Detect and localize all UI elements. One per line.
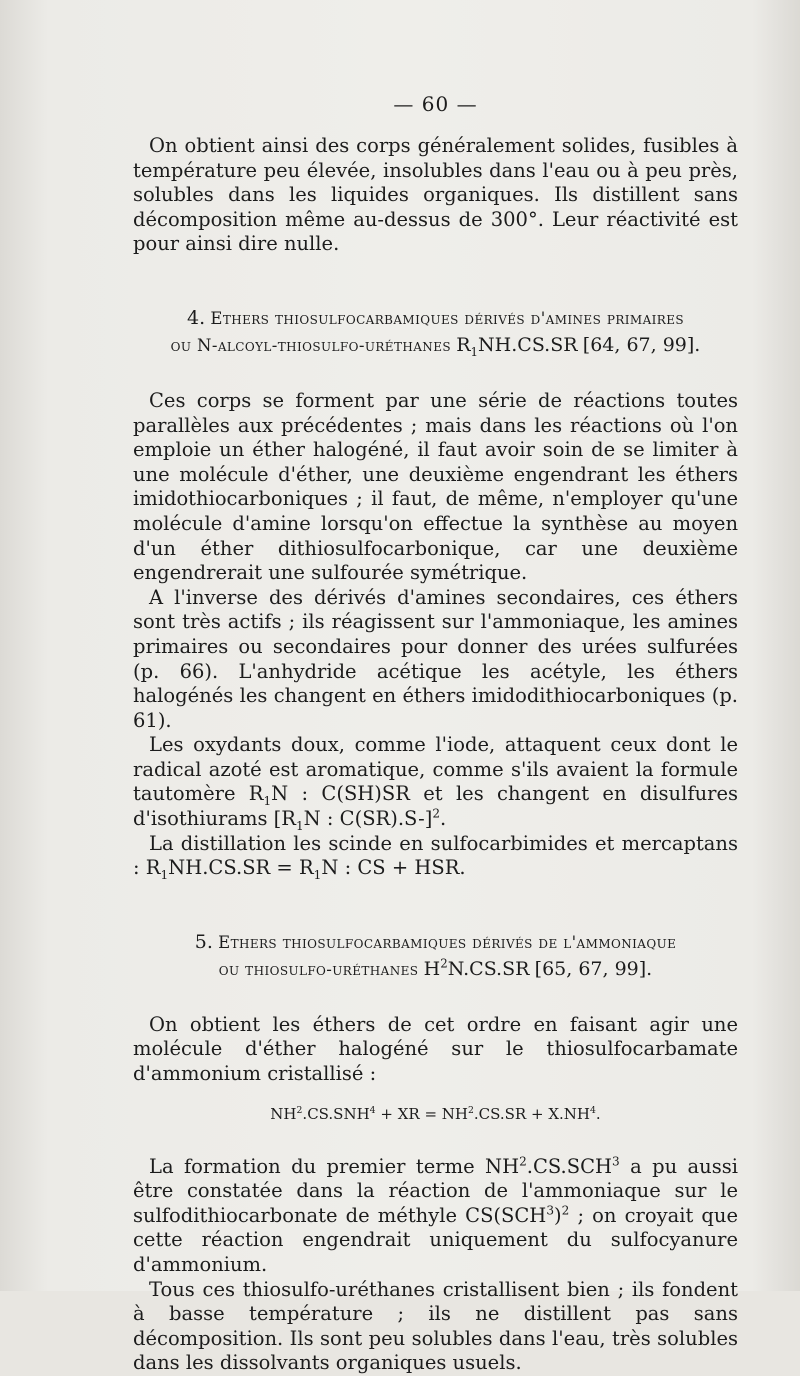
section-5-subtitle: ou thiosulfo-uréthanes [218, 959, 419, 979]
section-5-heading [133, 929, 738, 983]
section-5-equation: $NH^2.CS.SNH^4$ + XR = $NH^2.CS.SR + X.NH^4$. [270, 1104, 601, 1123]
page-number: — 60 — [393, 92, 478, 116]
paragraph-intro: On obtient ainsi des corps généralement solides, fusibles à température peu élevée, insolubles dans l'eau ou à peu près, solubles dans les liquides organiques. Ils distillent sans décomposition même au-dessus de 300°. Leur réactivité est pour ainsi dire nulle. [133, 134, 738, 256]
section-4-heading [133, 305, 738, 359]
section-5-last-paragraph: Tous ces thiosulfo-uréthanes cristallisent bien ; ils fondent à basse température ; ils ne distillent pas sans décomposition. Ils sont peu solubles dans l'eau, très solubles dans les dissolvants organiques usuels. [133, 1277, 738, 1375]
section-5-references: [65, 67, 99]. [534, 957, 653, 980]
section-4-references: [64, 67, 99]. [582, 333, 701, 356]
section-4-title-line1 [133, 305, 738, 332]
section-4-paragraph-oxidation: Les oxydants doux, comme l'iode, attaquent ceux dont le radical azoté est aromatique, comme s'ils avaient la formule tautomère $R_1N$ : C(SH)SR et les changent en disulfures d'isothiurams [$R_1N$ : C(SR).S-]$^2$. [133, 733, 738, 833]
section-4-paragraph-distillation: La distillation les scinde en sulfocarbimides et mercaptans : $R_1NH.CS.SR = R_1N$ : CS + HSR. [133, 831, 738, 883]
section-4-title-line2 [133, 332, 738, 359]
section-5-formation: La formation du premier terme $NH^2.CS.SCH^3$ a pu aussi être constatée dans la réaction de l'ammoniaque sur le sulfodithiocarbonate de méthyle $CS(SCH^3)^2$ ; on croyait que cette réaction engendrait uniquement du sulfocyanure d'ammonium. [133, 1154, 738, 1276]
section-4-number: 4. [186, 306, 206, 329]
section-4-paragraph-1: Ces corps se forment par une série de réactions toutes parallèles aux précédentes ; mais dans les réactions où l'on emploie un éther halogéné, il faut avoir soin de se limiter à une molécule d'éther, une deuxième engendrant les éthers imidothiocarboniques ; il faut, de même, n'employer qu'une molécule d'amine lorsqu'on effectue la synthèse au moyen d'un éther dithiosulfocarbonique, car une deuxième engendrerait une sulfourée symétrique. [133, 388, 738, 585]
section-5-formula: $H^2N.CS.SR$ [423, 956, 530, 980]
section-4-title: Ethers thiosulfocarbamiques dérivés d'amines primaires [210, 308, 685, 328]
section-4-subtitle: ou N-alcoyl-thiosulfo-uréthanes [170, 335, 451, 355]
section-5-title-line1 [133, 929, 738, 956]
section-4-paragraph-2: A l'inverse des dérivés d'amines secondaires, ces éthers sont très actifs ; ils réagissent sur l'ammoniaque, les amines primaires ou secondaires pour donner des urées sulfurées (p. 66). L'anhydride acétique les acétyle, les éthers halogénés les changent en éthers imidodithiocarboniques (p. 61). [133, 585, 738, 732]
section-5-number: 5. [194, 930, 213, 953]
section-4-formula: $R_1NH.CS.SR$ [456, 333, 578, 359]
section-5-title-line2 [133, 956, 738, 983]
section-5-intro: On obtient les éthers de cet ordre en faisant agir une molécule d'éther halogéné sur le thiosulfocarbamate d'ammonium cristallisé : [133, 1012, 738, 1086]
page-content [133, 92, 738, 1376]
section-5-title: Ethers thiosulfocarbamiques dérivés de l'ammoniaque [218, 932, 677, 952]
